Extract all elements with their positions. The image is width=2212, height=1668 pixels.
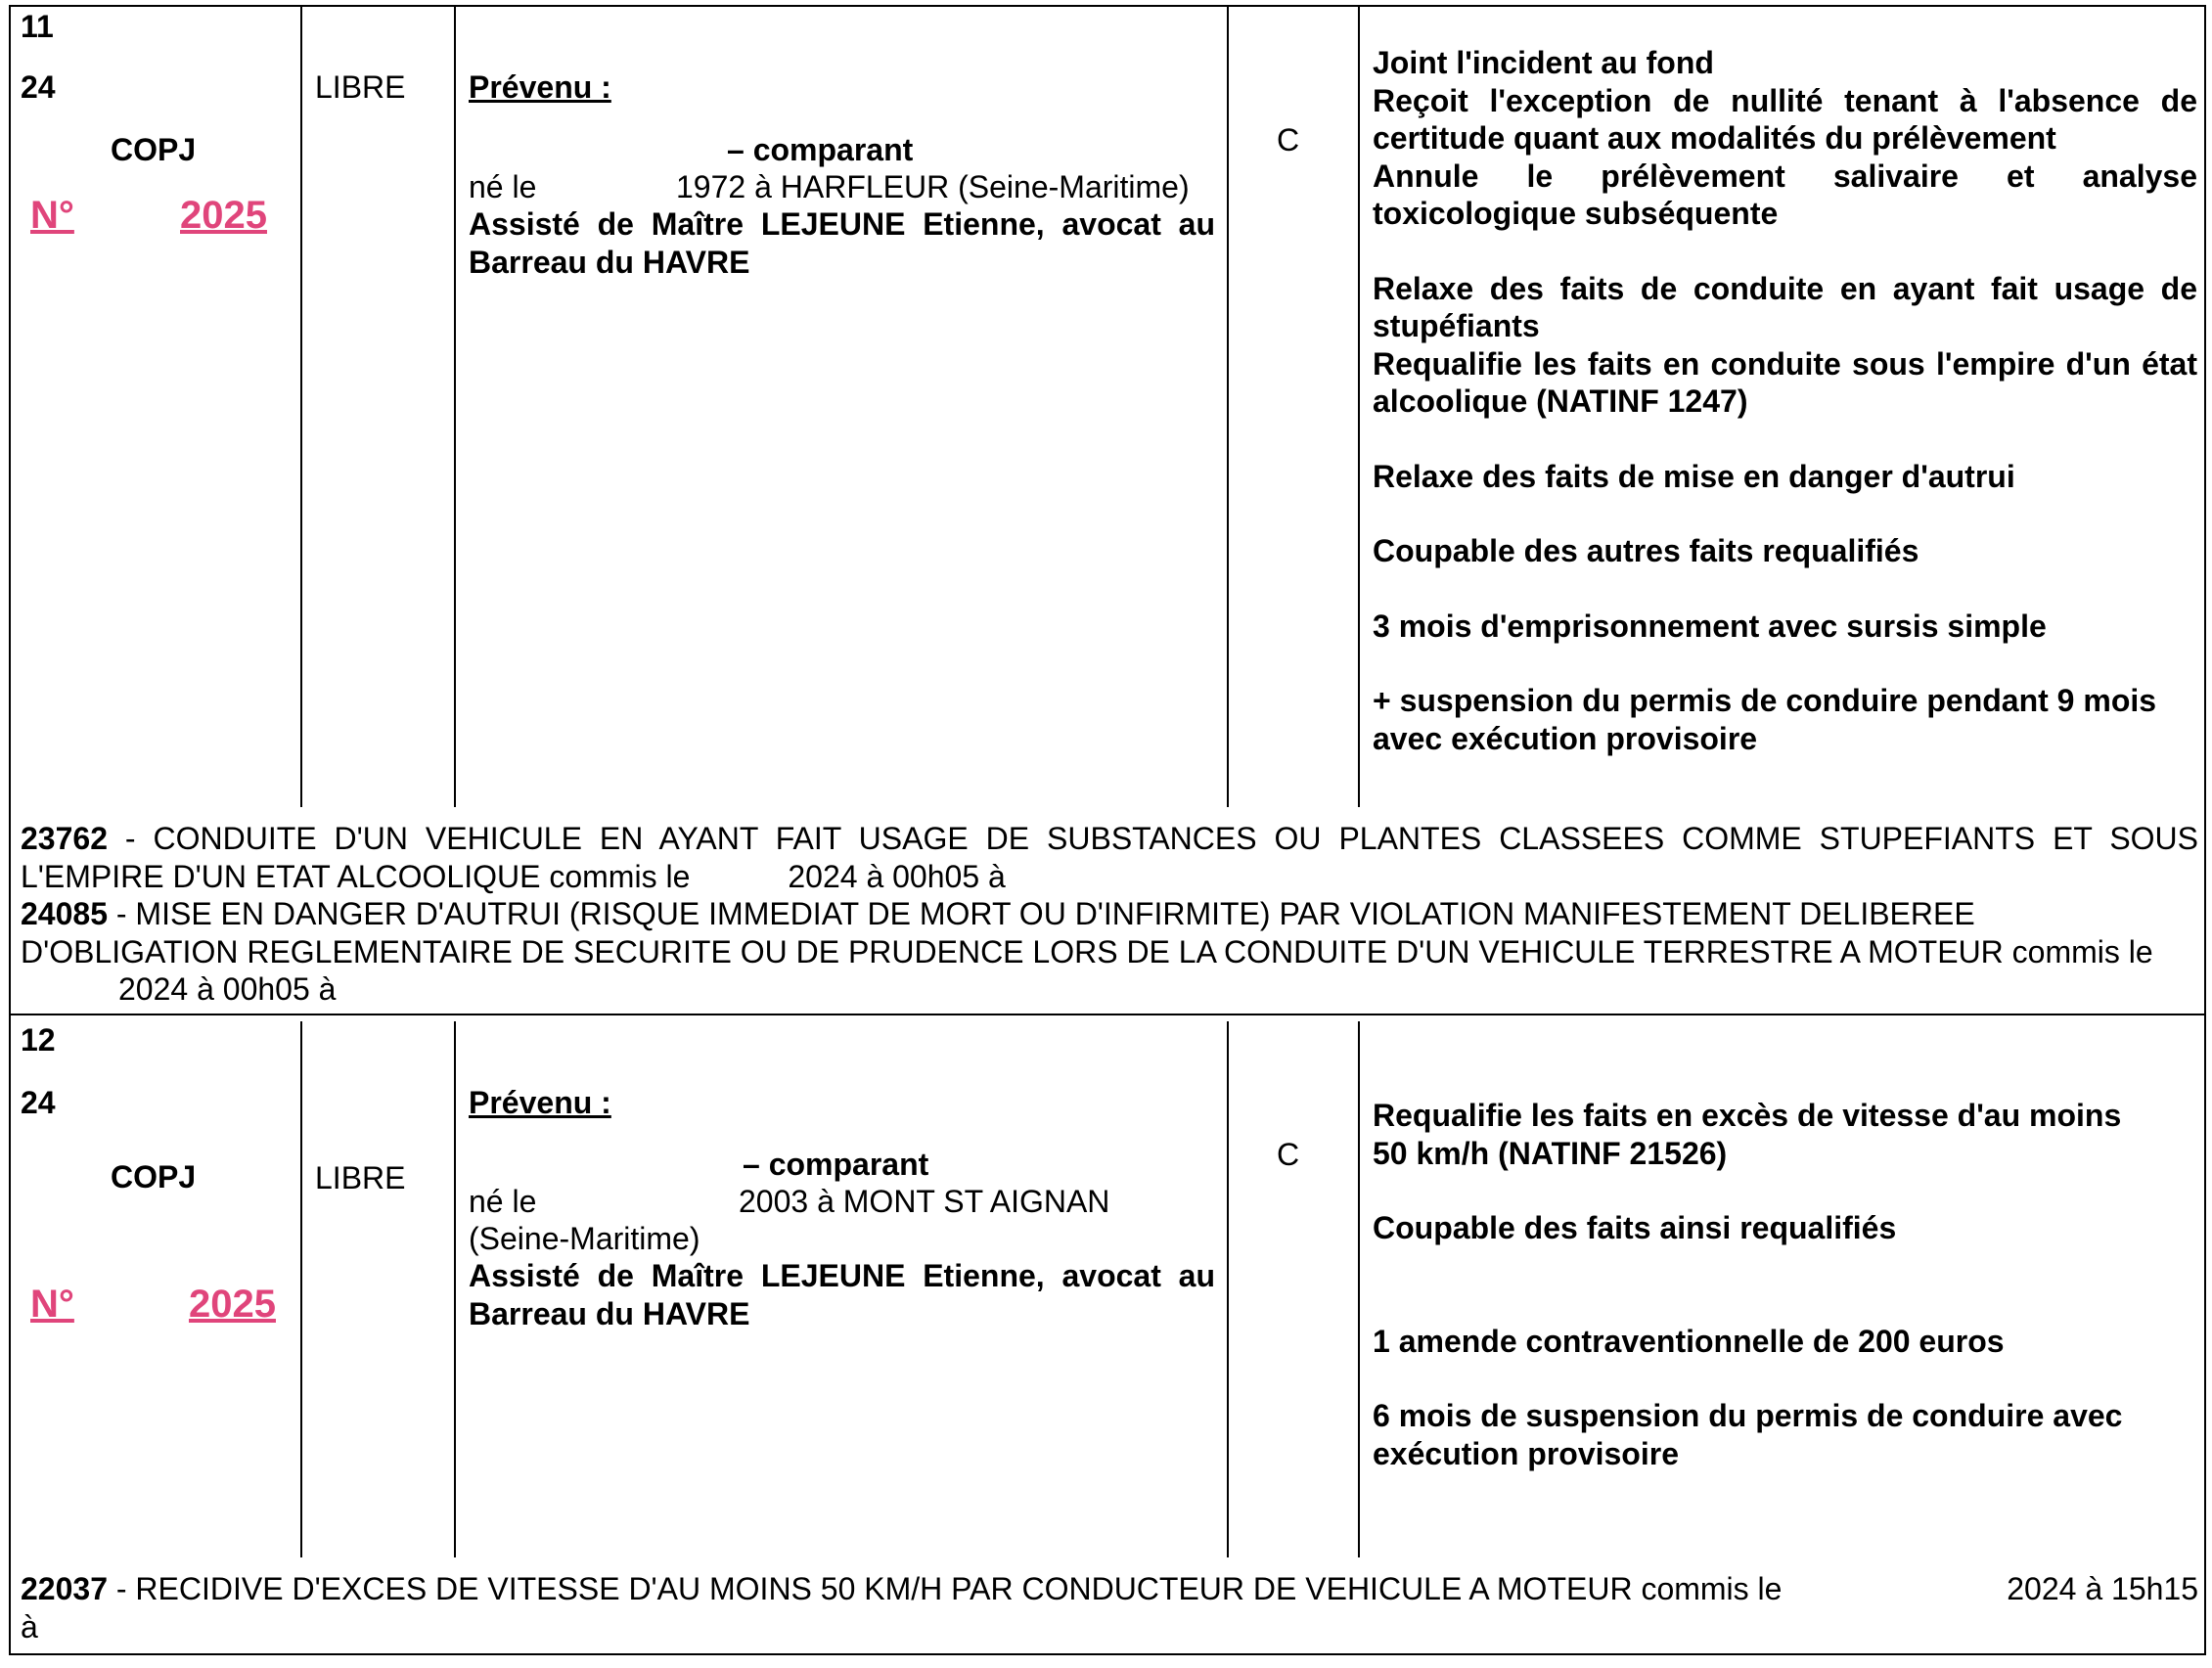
decision-line: Requalifie les faits en conduite sous l'empire d'un état alcoolique (NATINF 1247) — [1373, 345, 2197, 419]
prevenu-label: Prévenu : — [469, 69, 611, 105]
decision-line: 1 amende contraventionnelle de 200 euros — [1373, 1323, 2005, 1359]
decision-line: + suspension du permis de conduire pendant 9 mois avec exécution provisoire — [1373, 683, 2157, 756]
row-divider — [9, 1014, 2206, 1015]
case-no-label: N° — [30, 1283, 74, 1326]
col-divider — [1227, 1021, 1229, 1557]
decision-line: Reçoit l'exception de nullité tenant à l'absence de certitude quant aux modalités du prélèvement — [1373, 82, 2197, 156]
col-divider — [300, 1021, 302, 1557]
comparant-label: – comparant — [743, 1147, 929, 1182]
offence-date: 2024 à 00h05 à — [788, 858, 1006, 894]
custody-status: LIBRE — [315, 1160, 406, 1195]
col-divider — [454, 7, 456, 807]
case-no-label: N° — [30, 194, 74, 237]
procedure-type: COPJ — [111, 132, 197, 167]
born-label: né le — [469, 169, 537, 204]
decision-line: 3 mois d'emprisonnement avec sursis simple — [1373, 608, 2047, 644]
offence-text: - RECIDIVE D'EXCES DE VITESSE D'AU MOINS 50 KM/H PAR CONDUCTEUR DE VEHICULE A MOTEUR commis le — [107, 1571, 1783, 1606]
decision-line: Coupable des autres faits requalifiés — [1373, 533, 1919, 568]
col-divider — [454, 1021, 456, 1557]
decision-line: Joint l'incident au fond — [1373, 45, 1714, 80]
offence-item — [21, 820, 2198, 895]
offence-text: - CONDUITE D'UN VEHICULE EN AYANT FAIT USAGE DE SUBSTANCES OU PLANTES CLASSEES COMME STUPEFIANTS ET SOUS L'EMPIRE D'UN ETAT ALCOOLIQUE commis le — [21, 821, 2198, 894]
lawyer: Assisté de Maître LEJEUNE Etienne, avocat au Barreau du HAVRE — [469, 206, 1215, 280]
col-divider — [1227, 7, 1229, 807]
born-label: né le — [469, 1184, 537, 1219]
decision-code: C — [1277, 122, 1300, 158]
offence-tail: à — [21, 1608, 38, 1645]
natinf-code: 22037 — [21, 1571, 108, 1606]
offence-item — [21, 1570, 2198, 1645]
comparant-label: – comparant — [727, 132, 914, 167]
case-ref: 24 — [21, 1085, 56, 1120]
decision-line: 6 mois de suspension du permis de conduire avec exécution provisoire — [1373, 1398, 2123, 1471]
offence-item — [21, 895, 2198, 1009]
case-ref: 24 — [21, 69, 56, 105]
offence-date: 2024 à 15h15 — [2007, 1571, 2198, 1606]
birth-place: 2003 à MONT ST AIGNAN — [739, 1184, 1110, 1219]
decision-text — [1373, 1097, 2197, 1472]
case-no-year: 2025 — [189, 1283, 276, 1326]
natinf-code: 23762 — [21, 821, 108, 856]
decision-line: Annule le prélèvement salivaire et analyse toxicologique subséquente — [1373, 158, 2197, 231]
col-divider — [1358, 7, 1360, 807]
birth-region: (Seine-Maritime) — [469, 1221, 700, 1256]
col-divider — [1358, 1021, 1360, 1557]
decision-line: Relaxe des faits de mise en danger d'autrui — [1373, 458, 2015, 494]
decision-text — [1373, 44, 2197, 757]
prevenu-label: Prévenu : — [469, 1085, 611, 1120]
natinf-code: 24085 — [21, 896, 108, 931]
decision-line: Relaxe des faits de conduite en ayant fait usage de stupéfiants — [1373, 270, 2197, 343]
procedure-type: COPJ — [111, 1159, 197, 1195]
case-no-year: 2025 — [180, 194, 267, 237]
decision-line: Requalifie les faits en excès de vitesse d'au moins 50 km/h (NATINF 21526) — [1373, 1098, 2122, 1171]
case-number: 11 — [21, 9, 54, 44]
offence-text: - MISE EN DANGER D'AUTRUI (RISQUE IMMEDIAT DE MORT OU D'INFIRMITE) PAR VIOLATION MANIFESTEMENT DELIBEREE D'OBLIGATION REGLEMENTAIRE DE SECURITE OU DE PRUDENCE LORS DE LA CONDUITE D'UN VEHICULE TERRESTRE A MOTEUR commis le — [21, 896, 2153, 969]
case-number: 12 — [21, 1022, 56, 1058]
decision-code: C — [1277, 1137, 1300, 1172]
lawyer: Assisté de Maître LEJEUNE Etienne, avocat au Barreau du HAVRE — [469, 1258, 1215, 1331]
col-divider — [300, 7, 302, 807]
top-rule — [9, 5, 2206, 7]
custody-status: LIBRE — [315, 69, 406, 105]
birth-place: 1972 à HARFLEUR (Seine-Maritime) — [676, 169, 1190, 204]
offence-date: 2024 à 00h05 à — [118, 971, 337, 1007]
decision-line: Coupable des faits ainsi requalifiés — [1373, 1210, 1897, 1245]
